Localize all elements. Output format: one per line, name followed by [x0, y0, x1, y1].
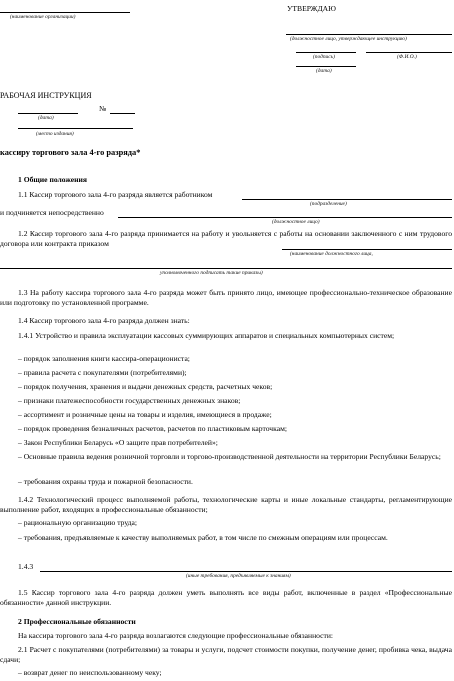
position-caption: (должностное лицо, утверждающее инструкцию) [290, 36, 407, 42]
p1-4-3: 1.4.3 [18, 562, 34, 571]
other-line [40, 571, 452, 572]
place-line [18, 128, 133, 129]
know-item: – порядок проведения безналичных расчетов, расчетов по пластиковым карточкам; [18, 424, 287, 433]
number-sign: № [99, 104, 107, 113]
p1-5: 1.5 Кассир торгового зала 4-го разряда должен уметь выполнять все виды работ, включенные в раздел «Профессиональные обязанности» данной инструкции. [0, 588, 452, 608]
doc-subject: кассиру торгового зала 4-го разряда* [0, 148, 141, 157]
official-caption: (должностное лицо) [272, 219, 320, 225]
authorized-line [0, 268, 452, 269]
p1-4-1: 1.4.1 Устройство и правила эксплуатации кассовых суммирующих аппаратов и специальных компьютерных систем; [18, 331, 395, 340]
section2-heading: 2 Профессиональные обязанности [18, 617, 136, 626]
authorized-caption: уполномоченного подписать такие приказы) [160, 270, 263, 276]
signature-line [296, 52, 356, 53]
unit-line [242, 199, 452, 200]
know-item: – порядок заполнения книги кассира-операциониста; [18, 354, 190, 363]
doc-title: РАБОЧАЯ ИНСТРУКЦИЯ [0, 91, 92, 100]
know-item: – порядок получения, хранения и выдачи денежных средств, расчетных чеков; [18, 382, 273, 391]
unit-caption: (подразделение) [310, 201, 347, 207]
approve-date-line [296, 66, 356, 67]
order-line [282, 249, 452, 250]
position-line [286, 34, 452, 35]
official2-caption: (наименование должностного лица, [290, 251, 373, 257]
signature-caption: (подпись) [313, 54, 335, 60]
p1-4: 1.4 Кассир торгового зала 4-го разряда должен знать: [18, 316, 190, 325]
p1-4-2-item: – требования, предъявляемые к качеству выполняемых работ, в том числе по смежным операциям или процессам. [18, 533, 388, 542]
p1-4-2: 1.4.2 Технологический процесс выполняемой работы, технологические карты и иные локальные стандарты, регламентирующие выполнение работ, входящих в профессиональные обязанности; [0, 495, 452, 515]
org-caption: (наименование организации) [10, 14, 76, 20]
know-item: – ассортимент и розничные цены на товары и изделия, имеющиеся в продаже; [18, 410, 272, 419]
know-item: – правила расчета с покупателями (потребителями); [18, 368, 187, 377]
approve-date-caption: (дата) [316, 68, 332, 74]
name-caption: (Ф.И.О.) [397, 54, 417, 60]
place-caption: (место издания) [36, 131, 74, 137]
p1-2: 1.2 Кассир торгового зала 4-го разряда принимается на работу и увольняется с работы на основании заключенного с ним трудового договора или контракта приказом [0, 229, 452, 249]
p1-4-2-item: – рациональную организацию труда; [18, 518, 138, 527]
p1-1: 1.1 Кассир торгового зала 4-го разряда является работником [18, 190, 213, 199]
p1-3: 1.3 На работу кассира торгового зала 4-го разряда может быть принято лицо, имеющее профессионально-техническое образование или подготовку по установленной программе. [0, 288, 452, 308]
know-item: – Основные правила ведения розничной торговли и торгово-производственной деятельности на территории Республики Беларусь; [18, 452, 441, 461]
approve-label: УТВЕРЖДАЮ [287, 4, 336, 13]
name-line [366, 52, 452, 53]
know-item: – требования охраны труда и пожарной безопасности. [18, 477, 193, 486]
doc-number-line [110, 113, 135, 114]
other-caption: (иные требования, предъявляемые к знаниям) [186, 573, 291, 579]
p2-1-item: – возврат денег по неиспользованному чеку; [18, 668, 162, 677]
p2-1: 2.1 Расчет с покупателями (потребителями) за товары и услуги, подсчет стоимости покупки, получение денег, пробивка чека, выдача сдачи; [0, 645, 452, 665]
know-item: – Закон Республики Беларусь «О защите прав потребителей»; [18, 438, 218, 447]
section2-intro: На кассира торгового зала 4-го разряда возлагаются следующие профессиональные обязанности: [18, 631, 333, 640]
doc-date-caption: (дата) [38, 115, 54, 121]
know-item: – признаки платежеспособности государственных денежных знаков; [18, 396, 241, 405]
subordinate-text: и подчиняется непосредственно [0, 208, 104, 217]
org-line [0, 12, 130, 13]
doc-date-line [18, 113, 78, 114]
section1-heading: 1 Общие положения [18, 175, 88, 184]
official-line [118, 217, 452, 218]
